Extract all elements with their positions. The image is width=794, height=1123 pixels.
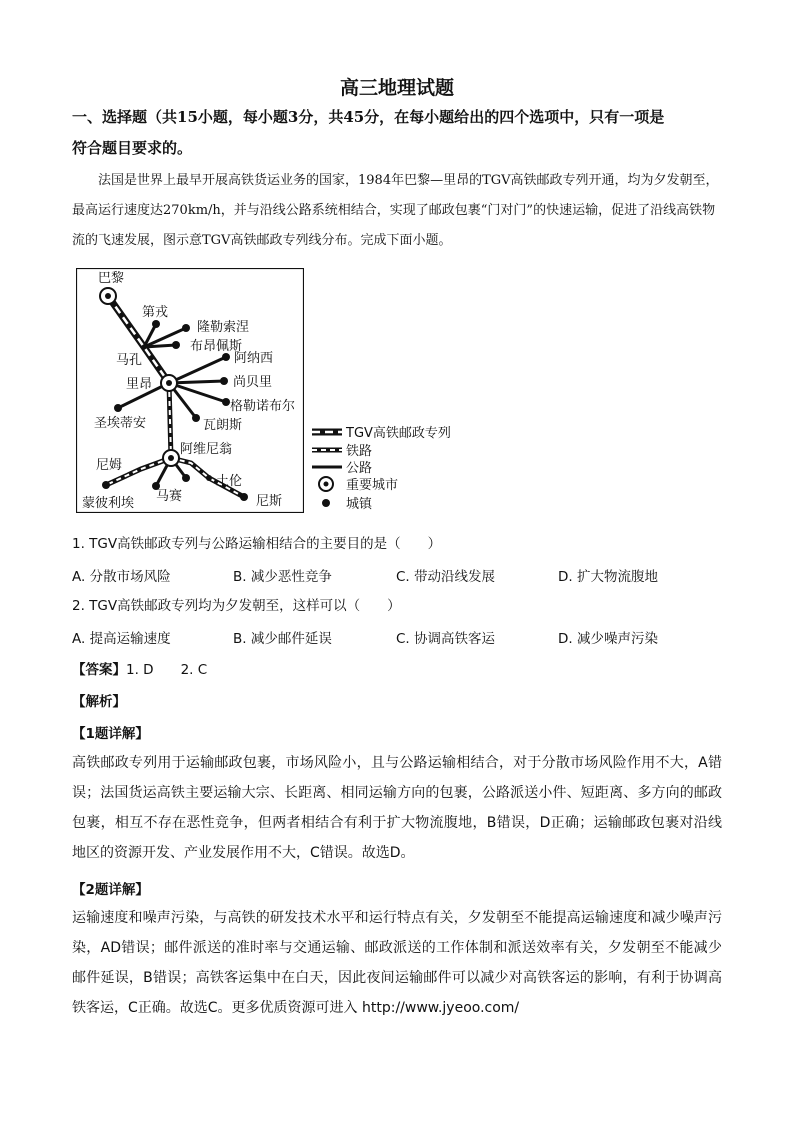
label-paris: 巴黎 [98, 271, 125, 286]
label-nimes: 尼姆 [96, 458, 123, 473]
tgv-map [76, 268, 304, 513]
analysis-label: 【解析】 [72, 694, 126, 710]
legend-major-city-symbol [319, 477, 333, 491]
label-marseille: 马赛 [156, 489, 183, 504]
q1-detail-label: 【1题详解】 [72, 726, 149, 742]
label-grenoble: 格勒诺布尔 [230, 399, 296, 414]
legend-tgv: TGV高铁邮政专列 [346, 426, 451, 441]
legend-town: 城镇 [346, 497, 373, 512]
q2-detail-text: 运输速度和噪声污染，与高铁的研发技术水平和运行特点有关，夕发朝至不能提高运输速度和减少噪声污染，AD错误；邮件派送的准时率与交通运输、邮政派送的工作体制和派送效率有关，夕发朝至不能减少邮件延误，B错误；高铁客运集中在白天，因此夜间运输邮件可以减少对高铁客运的影响，有利于协调高铁客运，C正确。故选C。更多优质资源可进入 http://www.jyeoo.com/ [72, 910, 722, 1016]
q2-option-d[interactable]: D. 减少噪声污染 [558, 631, 658, 647]
q1-option-a[interactable]: A. 分散市场风险 [72, 569, 171, 585]
city-paris-marker [100, 288, 116, 304]
section-heading: 一、选择题（共15小题，每小题3分，共45分，在每小题给出的四个选项中，只有一项是 [72, 108, 665, 126]
label-annecy: 阿纳西 [234, 351, 274, 366]
q1-option-c[interactable]: C. 带动沿线发展 [396, 569, 496, 585]
q2-option-a[interactable]: A. 提高运输速度 [72, 631, 171, 647]
label-toulon: 土伦 [216, 474, 243, 489]
label-nice: 尼斯 [256, 494, 283, 509]
section-heading-cont: 符合题目要求的。 [72, 139, 193, 157]
label-valence: 瓦朗斯 [203, 418, 243, 433]
q2-detail-label: 【2题详解】 [72, 882, 149, 898]
legend-railway: 铁路 [346, 444, 373, 459]
city-marseille-marker [163, 450, 179, 466]
label-macon: 马孔 [116, 353, 143, 368]
q2-option-b[interactable]: B. 减少邮件延误 [233, 631, 332, 647]
q1-detail-text: 高铁邮政专列用于运输邮政包裹，市场风险小，且与公路运输相结合，对于分散市场风险作用不大，A错误；法国货运高铁主要运输大宗、长距离、相同运输方向的包裹，公路派送小件、短距离、多方向的邮政包裹，相互不存在恶性竞争，但两者相结合有利于扩大物流腹地，B错误，D正确；运输邮政包裹对沿线地区的资源开发、产业发展作用不大，C错误。故选D。 [72, 755, 722, 861]
answer-line [72, 658, 207, 678]
label-dijon: 第戎 [142, 305, 169, 320]
q1-option-b[interactable]: B. 减少恶性竞争 [233, 569, 332, 585]
question-2-stem: 2. TGV高铁邮政专列均为夕发朝至，这样可以（ ） [72, 598, 401, 614]
map-legend [310, 423, 510, 518]
label-chambery: 尚贝里 [233, 375, 273, 390]
label-lons: 隆勒索涅 [197, 320, 250, 335]
answer-label: 【答案】 [72, 662, 126, 678]
label-bourg: 布昂佩斯 [190, 339, 243, 354]
q2-option-c[interactable]: C. 协调高铁客运 [396, 631, 496, 647]
label-st-etienne: 圣埃蒂安 [94, 416, 147, 431]
label-montpellier: 蒙彼利埃 [82, 496, 135, 511]
q1-option-d[interactable]: D. 扩大物流腹地 [558, 569, 658, 585]
legend-town-symbol [322, 499, 330, 507]
question-1-stem: 1. TGV高铁邮政专列与公路运输相结合的主要目的是（ ） [72, 536, 442, 552]
label-avignon: 阿维尼翁 [180, 442, 233, 457]
page-title: 高三地理试题 [339, 77, 454, 99]
passage: 法国是世界上最早开展高铁货运业务的国家，1984年巴黎—里昂的TGV高铁邮政专列开通，均为夕发朝至，最高运行速度达270km/h，并与沿线公路系统相结合，实现了邮政包裹“门对门”的快速运输，促进了沿线高铁物流的飞速发展，图示意TGV高铁邮政专列线分布。完成下面小题。 [72, 173, 719, 248]
legend-road: 公路 [346, 461, 373, 476]
legend-major-city: 重要城市 [346, 478, 399, 493]
answer-value: 1. D 2. C [126, 662, 208, 678]
city-lyon-marker [161, 375, 177, 391]
label-lyon: 里昂 [126, 377, 153, 392]
